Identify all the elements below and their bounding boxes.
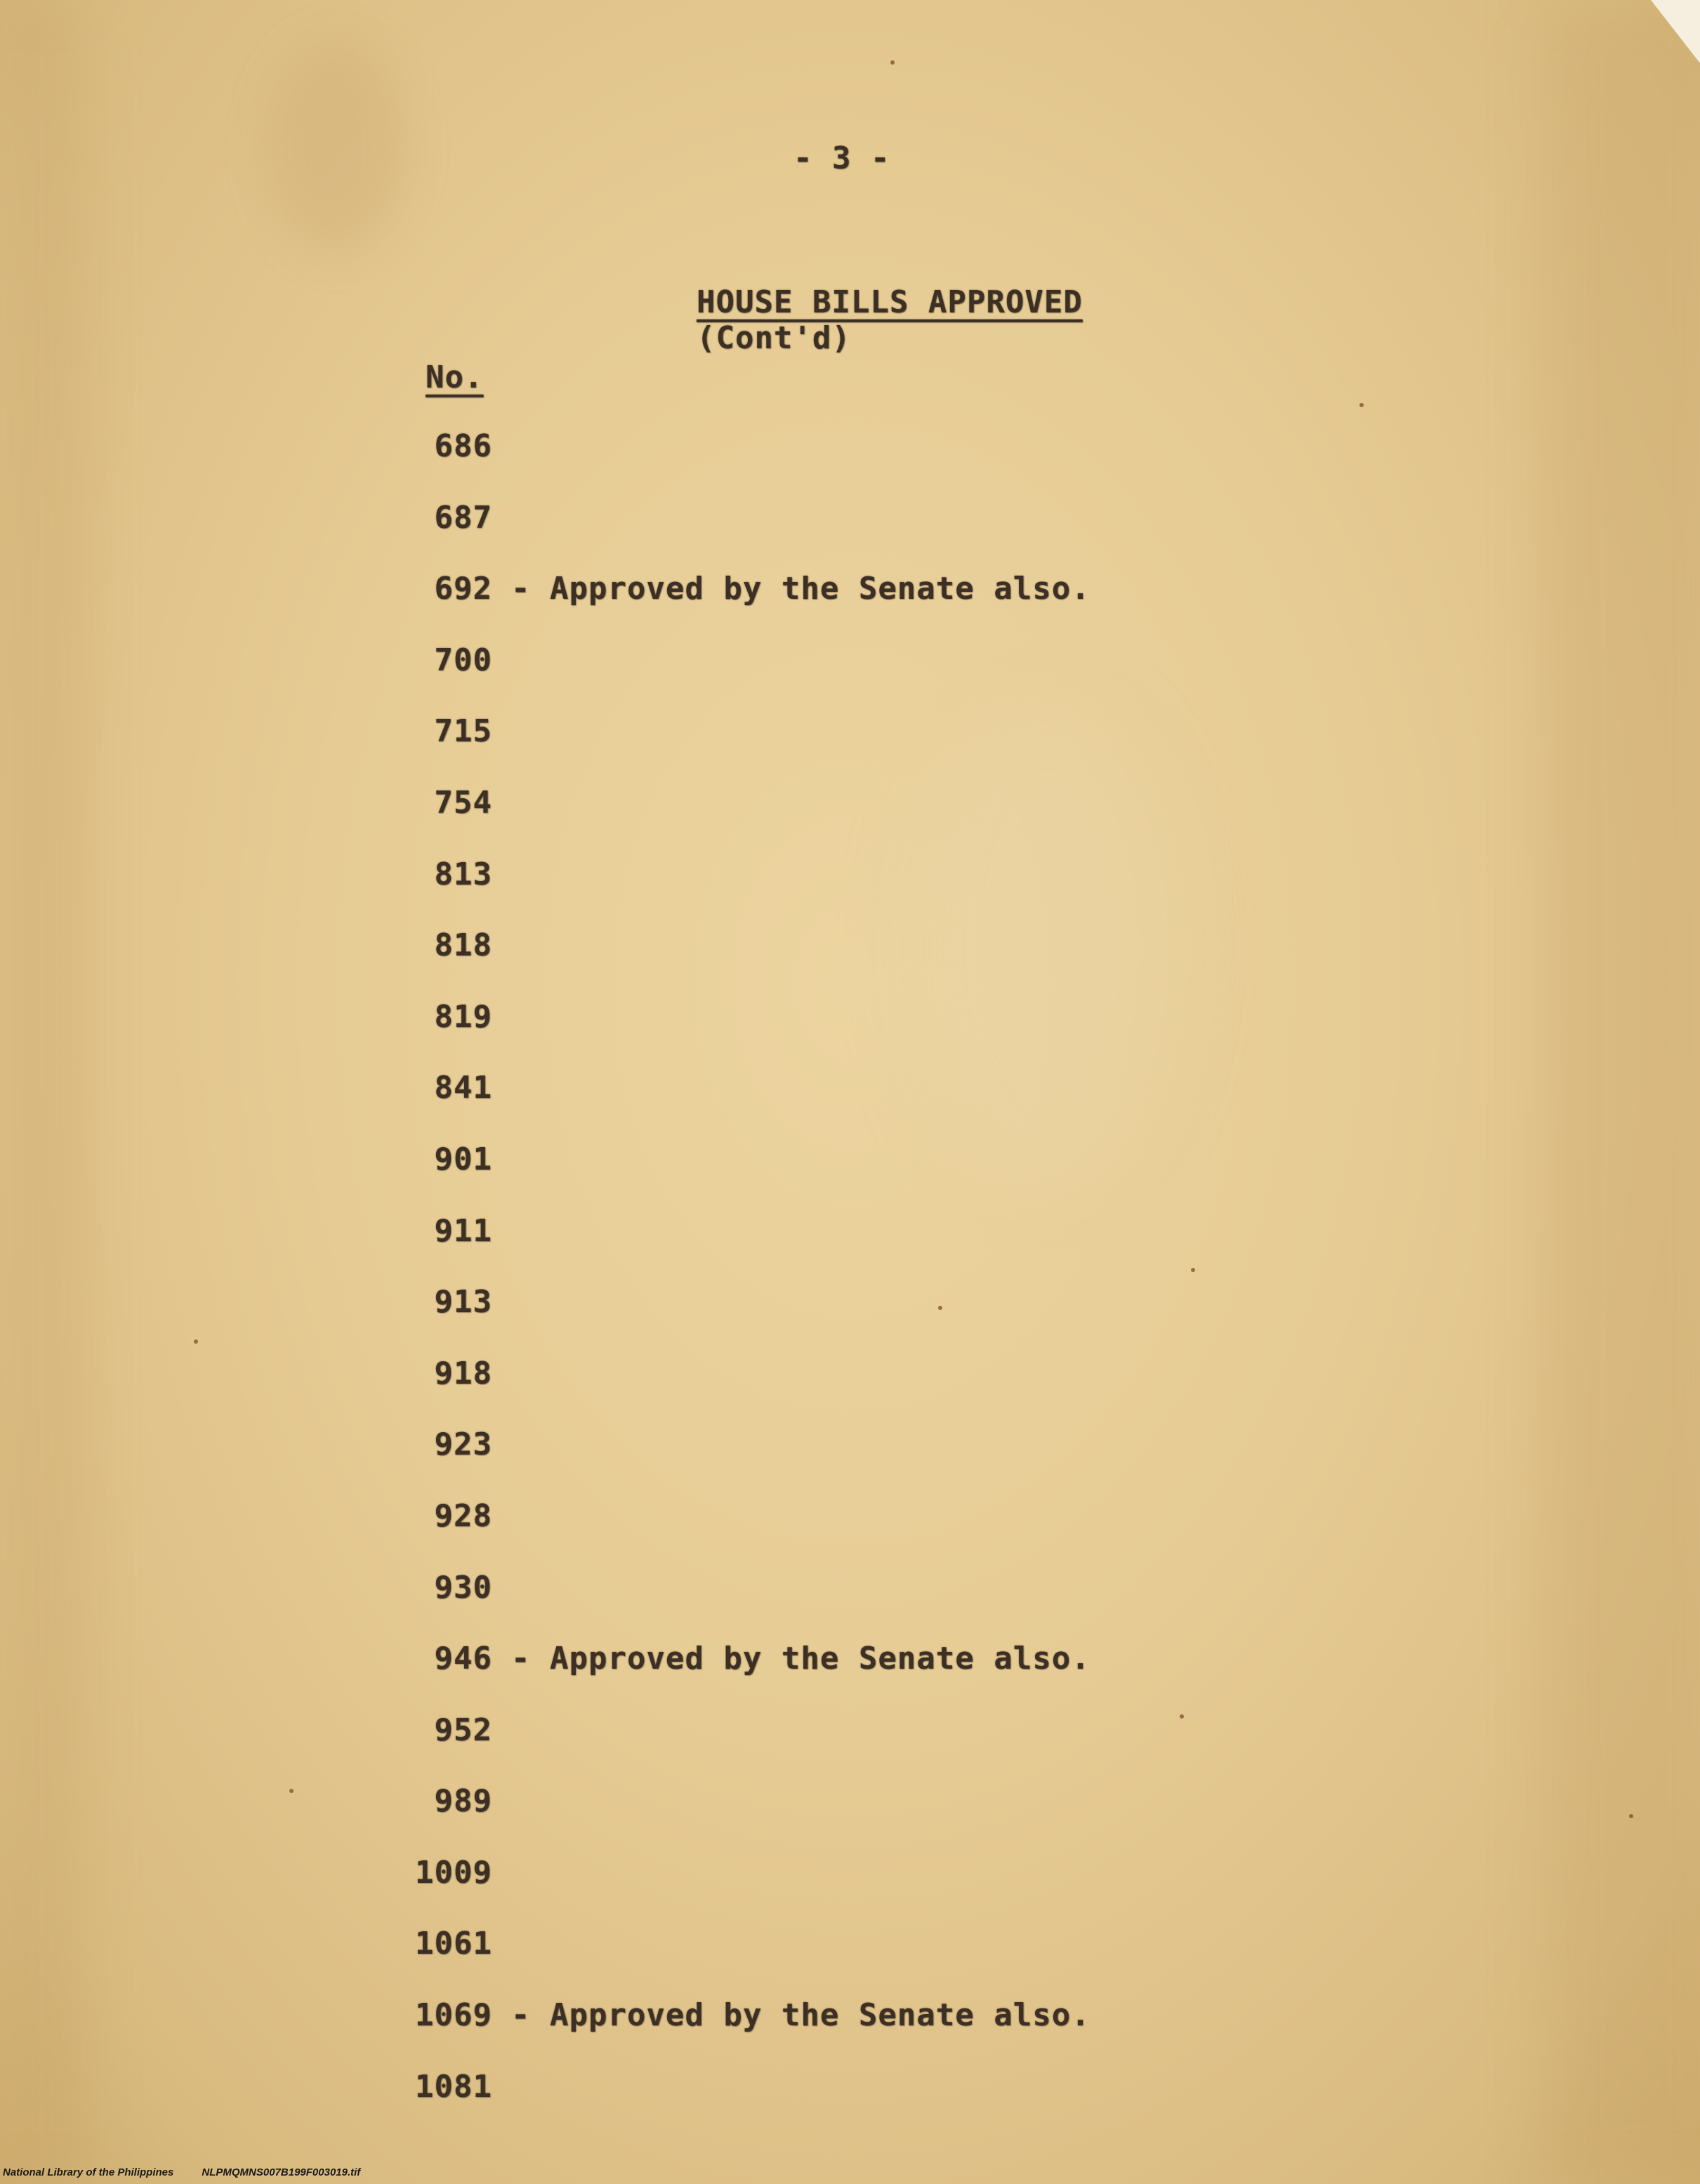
column-header-number: No. (426, 359, 484, 395)
bill-row (0, 1855, 1700, 1926)
bill-number: 1009 (415, 1854, 492, 1891)
paper-speck (1359, 403, 1364, 407)
bill-number: 952 (434, 1712, 492, 1748)
bill-row (0, 1712, 1700, 1784)
bill-number: 1061 (415, 1926, 492, 1962)
paper-speck (890, 60, 895, 65)
bill-row (0, 642, 1700, 714)
bill-row (0, 1997, 1700, 2069)
bill-number: 1081 (415, 2068, 492, 2105)
archive-institution: National Library of the Philippines (3, 2166, 174, 2178)
bill-number: 687 (434, 499, 492, 536)
bill-number: 813 (434, 856, 492, 892)
bill-row (0, 1141, 1700, 1213)
archive-footer (3, 2166, 360, 2178)
bill-number: 930 (434, 1569, 492, 1606)
bill-row (0, 1356, 1700, 1427)
bill-number: 818 (434, 927, 492, 964)
bill-row (0, 2069, 1700, 2140)
bill-row (0, 1498, 1700, 1570)
bill-number: 913 (434, 1284, 492, 1321)
bill-number: 692 (434, 571, 492, 607)
folded-corner (1651, 0, 1700, 63)
bill-row (0, 1427, 1700, 1498)
bill-row (0, 1783, 1700, 1855)
page-title (619, 249, 1083, 392)
bill-number: 700 (434, 642, 492, 678)
bill-row (0, 500, 1700, 571)
bill-row (0, 785, 1700, 856)
bill-number: 841 (434, 1070, 492, 1106)
bill-row (0, 1926, 1700, 1997)
bill-number: 686 (434, 428, 492, 464)
bill-number: 946 (434, 1641, 492, 1677)
paper-stain (267, 42, 407, 253)
bill-row (0, 428, 1700, 500)
bill-row (0, 1213, 1700, 1285)
archive-filename: NLPMQMNS007B199F003019.tif (202, 2166, 361, 2178)
bill-row (0, 999, 1700, 1071)
bill-row (0, 571, 1700, 642)
bill-row (0, 927, 1700, 999)
bill-number: 819 (434, 998, 492, 1035)
bill-row (0, 856, 1700, 928)
bill-row (0, 1284, 1700, 1356)
bill-number: 715 (434, 713, 492, 750)
bill-number: 923 (434, 1427, 492, 1463)
bill-number: 918 (434, 1355, 492, 1391)
page-number: - 3 - (793, 140, 890, 176)
bill-row (0, 1070, 1700, 1141)
bill-number: 1069 (415, 1997, 492, 2034)
bill-number: 928 (434, 1497, 492, 1534)
bill-note: - Approved by the Senate also. (511, 1997, 1090, 2034)
bill-row (0, 1641, 1700, 1712)
bill-number: 901 (434, 1141, 492, 1177)
bill-note: - Approved by the Senate also. (511, 571, 1090, 607)
bill-row (0, 713, 1700, 785)
bill-note: - Approved by the Senate also. (511, 1641, 1090, 1677)
bill-number: 989 (434, 1783, 492, 1820)
page-title-main: HOUSE BILLS APPROVED (696, 284, 1083, 320)
page-title-suffix: (Cont'd) (696, 320, 851, 356)
bill-number: 754 (434, 784, 492, 821)
bill-list (0, 428, 1700, 2140)
bill-row (0, 1570, 1700, 1641)
bill-number: 911 (434, 1212, 492, 1249)
